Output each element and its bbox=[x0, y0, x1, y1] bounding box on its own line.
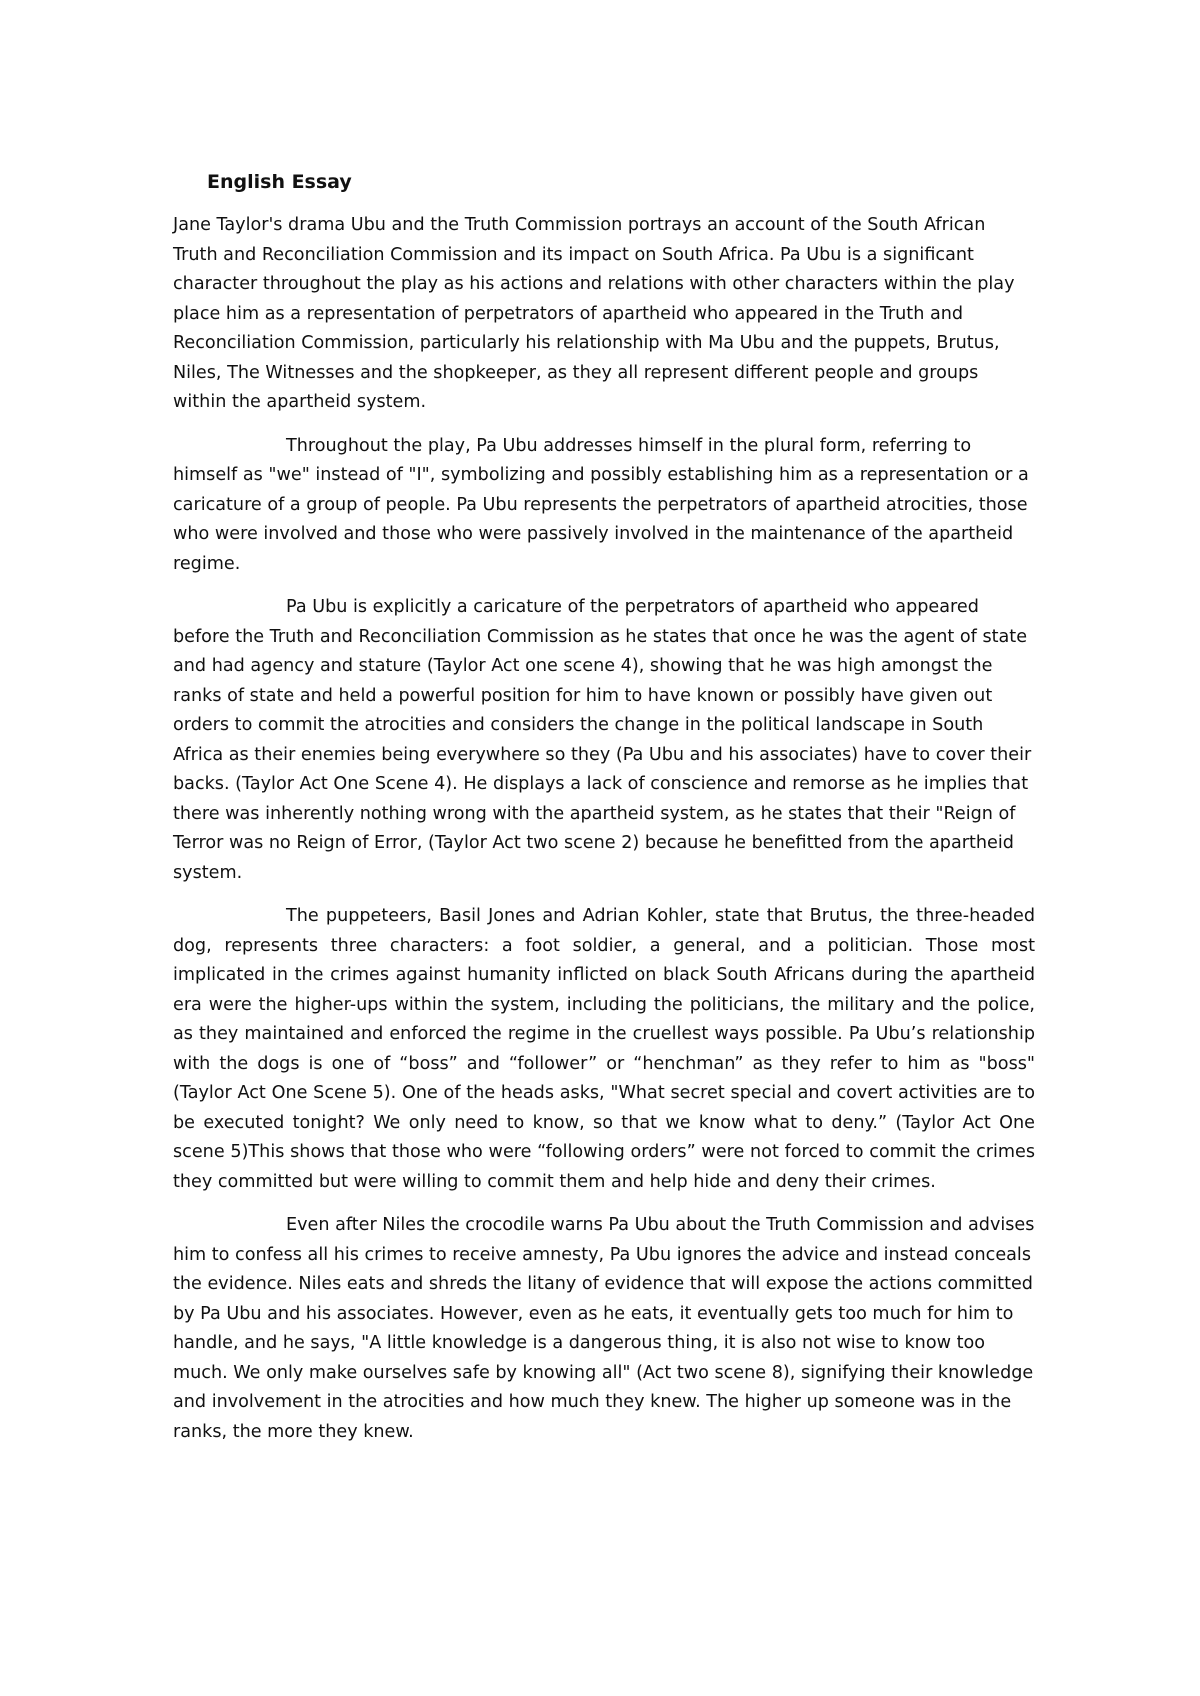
paragraph-caricature: Pa Ubu is explicitly a caricature of the perpetrators of apartheid who appeared before the Truth and Reconciliation Commission as he states that once he was the agent of state and had agency and stature (Taylor Act one scene 4), showing that he was high amongst the ranks of state and held a powerful position for him to have known or possibly have given out orders to commit the atrocities and considers the change in the political landscape in South Africa as their enemies being everywhere so they (Pa Ubu and his associates) have to cover their backs. (Taylor Act One Scene 4). He displays a lack of conscience and remorse as he implies that there was inherently nothing wrong with the apartheid system, as he states that their "Reign of Terror was no Reign of Error, (Taylor Act two scene 2) because he benefitted from the apartheid system. bbox=[173, 597, 1032, 883]
paragraph-introduction: Jane Taylor's drama Ubu and the Truth Commission portrays an account of the South African Truth and Reconciliation Commission and its impact on South Africa. Pa Ubu is a significant character throughout the play as his actions and relations with other characters within the play place him as a representation of perpetrators of apartheid who appeared in the Truth and Reconciliation Commission, particularly his relationship with Ma Ubu and the puppets, Brutus, Niles, The Witnesses and the shopkeeper, as they all represent different people and groups within the apartheid system. bbox=[173, 215, 1015, 412]
paragraph-plural-form: Throughout the play, Pa Ubu addresses himself in the plural form, referring to himself as "we" instead of "I", symbolizing and possibly establishing him as a representation or a caricature of a group of people. Pa Ubu represents the perpetrators of apartheid atrocities, those who were involved and those who were passively involved in the maintenance of the apartheid regime. bbox=[173, 435, 1029, 574]
essay-title: English Essay bbox=[207, 171, 352, 193]
paragraph-niles: Even after Niles the crocodile warns Pa Ubu about the Truth Commission and advises him to confess all his crimes to receive amnesty, Pa Ubu ignores the advice and instead conceals the evidence. Niles eats and shreds the litany of evidence that will expose the actions committed by Pa Ubu and his associates. However, even as he eats, it eventually gets too much for him to handle, and he says, "A little knowledge is a dangerous thing, it is also not wise to know too much. We only make ourselves safe by knowing all" (Act two scene 8), signifying their knowledge and involvement in the atrocities and how much they knew. The higher up someone was in the ranks, the more they knew. bbox=[173, 1215, 1035, 1442]
paragraph-puppeteers: The puppeteers, Basil Jones and Adrian Kohler, state that Brutus, the three-headed dog, represents three characters: a foot soldier, a general, and a politician. Those most implicated in the crimes against humanity inflicted on black South Africans during the apartheid era were the higher-ups within the system, including the politicians, the military and the police, as they maintained and enforced the regime in the cruellest ways possible. Pa Ubu’s relationship with the dogs is one of “boss” and “follower” or “henchman” as they refer to him as "boss" (Taylor Act One Scene 5). One of the heads asks, "What secret special and covert activities are to be executed tonight? We only need to know, so that we know what to deny.” (Taylor Act One scene 5)This shows that those who were “following orders” were not forced to commit the crimes they committed but were willing to commit them and help hide and deny their crimes. bbox=[173, 906, 1035, 1192]
essay-body bbox=[173, 168, 1035, 1447]
